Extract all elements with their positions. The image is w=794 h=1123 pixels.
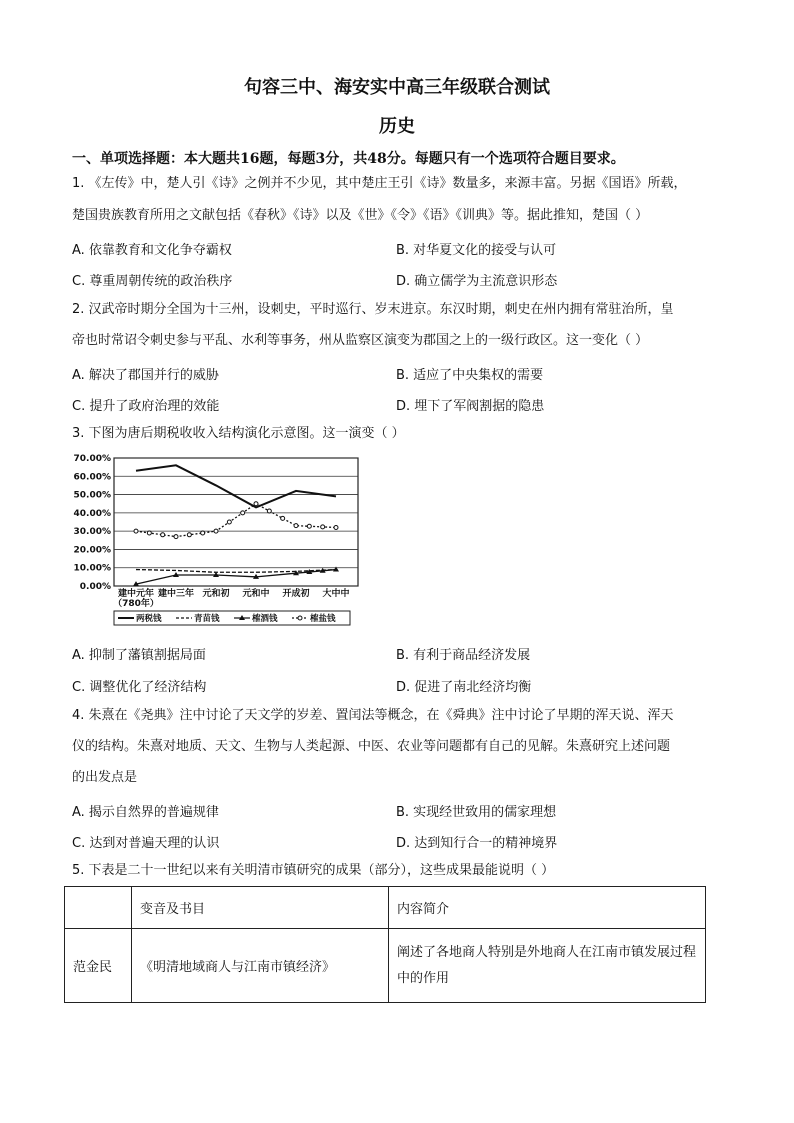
- subject-title: 历史: [379, 116, 415, 137]
- table-cell-author: 范金民: [65, 929, 132, 1003]
- data-point: [214, 529, 218, 533]
- data-point: [281, 516, 285, 520]
- legend-label: 榷酒钱: [252, 614, 278, 624]
- question-2-line-1: 2. 汉武帝时期分全国为十三州，设刺史，平时巡行、岁末进京。东汉时期，刺史在州内拥有常驻治所，皇: [72, 302, 674, 317]
- question-1-option-b[interactable]: B. 对华夏文化的接受与认可: [396, 243, 557, 258]
- question-1-line-1: 1. 《左传》中，楚人引《诗》之例并不少见，其中楚庄王引《诗》数量多，来源丰富。另据《国语》所载，: [72, 176, 687, 191]
- data-point: [134, 529, 138, 533]
- table-header-cell: [65, 887, 132, 929]
- table-cell-summary: 阐述了各地商人特别是外地商人在江南市镇发展过程中的作用: [389, 929, 706, 1003]
- data-point: [321, 525, 325, 529]
- question-3-line-1: 3. 下图为唐后期税收收入结构演化示意图。这一演变（ ）: [72, 426, 405, 441]
- table-header-cell: 内容简介: [389, 887, 706, 929]
- question-5-line-1: 5. 下表是二十一世纪以来有关明清市镇研究的成果（部分），这些成果最能说明（ ）: [72, 863, 555, 878]
- table-cell-book: 《明清地域商人与江南市镇经济》: [132, 929, 389, 1003]
- data-point: [307, 524, 311, 528]
- legend-label: 青苗钱: [194, 614, 220, 624]
- y-tick-label: 60.00%: [73, 472, 111, 483]
- question-2-option-b[interactable]: B. 适应了中央集权的需要: [396, 368, 544, 383]
- data-point: [147, 531, 151, 535]
- x-tick-label: 元和中: [242, 589, 270, 599]
- table-row: [65, 929, 706, 1003]
- data-point: [267, 509, 271, 513]
- question-4-option-a[interactable]: A. 揭示自然界的普遍规律: [72, 805, 219, 820]
- question-1-option-c[interactable]: C. 尊重周朝传统的政治秩序: [72, 274, 233, 289]
- question-4-option-d[interactable]: D. 达到知行合一的精神境界: [396, 836, 558, 851]
- tax-structure-chart: [62, 450, 362, 632]
- question-3-option-c[interactable]: C. 调整优化了经济结构: [72, 680, 207, 695]
- legend-marker: [298, 616, 302, 620]
- data-point: [161, 533, 165, 537]
- y-tick-label: 20.00%: [73, 545, 111, 556]
- data-point: [227, 520, 231, 524]
- data-point: [241, 511, 245, 515]
- question-2-line-2: 帝也时常诏令刺史参与平乱、水利等事务，州从监察区演变为郡国之上的一级行政区。这一变化（ ）: [72, 333, 649, 348]
- x-tick-label: 开成初: [282, 589, 310, 599]
- y-tick-label: 10.00%: [73, 563, 111, 574]
- question-3-option-a[interactable]: A. 抑制了藩镇割据局面: [72, 648, 206, 663]
- question-1-line-2: 楚国贵族教育所用之文献包括《春秋》《诗》以及《世》《令》《语》《训典》等。据此推知，楚国（ ）: [72, 208, 649, 223]
- y-tick-label: 70.00%: [73, 454, 111, 464]
- x-tick-label: 建中元年: [117, 589, 155, 599]
- table-header-row: [65, 887, 706, 929]
- legend-label: 榷盐钱: [310, 614, 336, 624]
- question-3-option-d[interactable]: D. 促进了南北经济均衡: [396, 680, 532, 695]
- question-2-option-a[interactable]: A. 解决了郡国并行的威胁: [72, 368, 219, 383]
- x-tick-label: 元和初: [202, 589, 230, 599]
- data-point: [201, 531, 205, 535]
- y-tick-label: 30.00%: [73, 527, 111, 538]
- document-title: 句容三中、海安实中高三年级联合测试: [244, 77, 550, 98]
- question-1-option-a[interactable]: A. 依靠教育和文化争夺霸权: [72, 243, 232, 258]
- question-4-line-2: 仪的结构。朱熹对地质、天文、生物与人类起源、中医、农业等问题都有自己的见解。朱熹研究上述问题: [72, 739, 671, 754]
- research-table: [64, 886, 706, 1003]
- y-tick-label: 0.00%: [79, 582, 111, 592]
- data-point: [334, 525, 338, 529]
- question-4-line-3: 的出发点是: [72, 770, 138, 785]
- question-2-option-c[interactable]: C. 提升了政府治理的效能: [72, 399, 220, 414]
- question-4-option-b[interactable]: B. 实现经世致用的儒家理想: [396, 805, 557, 820]
- data-point: [294, 524, 298, 528]
- section-heading: 一、单项选择题：本大题共16题，每题3分，共48分。每题只有一个选项符合题目要求。: [72, 151, 625, 167]
- data-point: [174, 535, 178, 539]
- x-tick-label: 大中中: [322, 589, 350, 599]
- question-3-option-b[interactable]: B. 有利于商品经济发展: [396, 648, 531, 663]
- legend-label: 两税钱: [136, 614, 162, 624]
- y-tick-label: 40.00%: [73, 508, 111, 519]
- question-4-line-1: 4. 朱熹在《尧典》注中讨论了天文学的岁差、置闰法等概念，在《舜典》注中讨论了早期的浑天说、浑天: [72, 708, 674, 723]
- question-2-option-d[interactable]: D. 埋下了军阀割据的隐患: [396, 399, 545, 414]
- question-4-option-c[interactable]: C. 达到对普遍天理的认识: [72, 836, 220, 851]
- y-tick-label: 50.00%: [73, 490, 111, 501]
- plot-area-frame: [114, 458, 358, 586]
- question-1-option-d[interactable]: D. 确立儒学为主流意识形态: [396, 274, 558, 289]
- data-point: [254, 502, 258, 506]
- data-point: [187, 533, 191, 537]
- table-header-cell: 变音及书目: [132, 887, 389, 929]
- x-tick-label: 建中三年: [157, 589, 195, 599]
- x-category-note: （780年）: [113, 599, 159, 609]
